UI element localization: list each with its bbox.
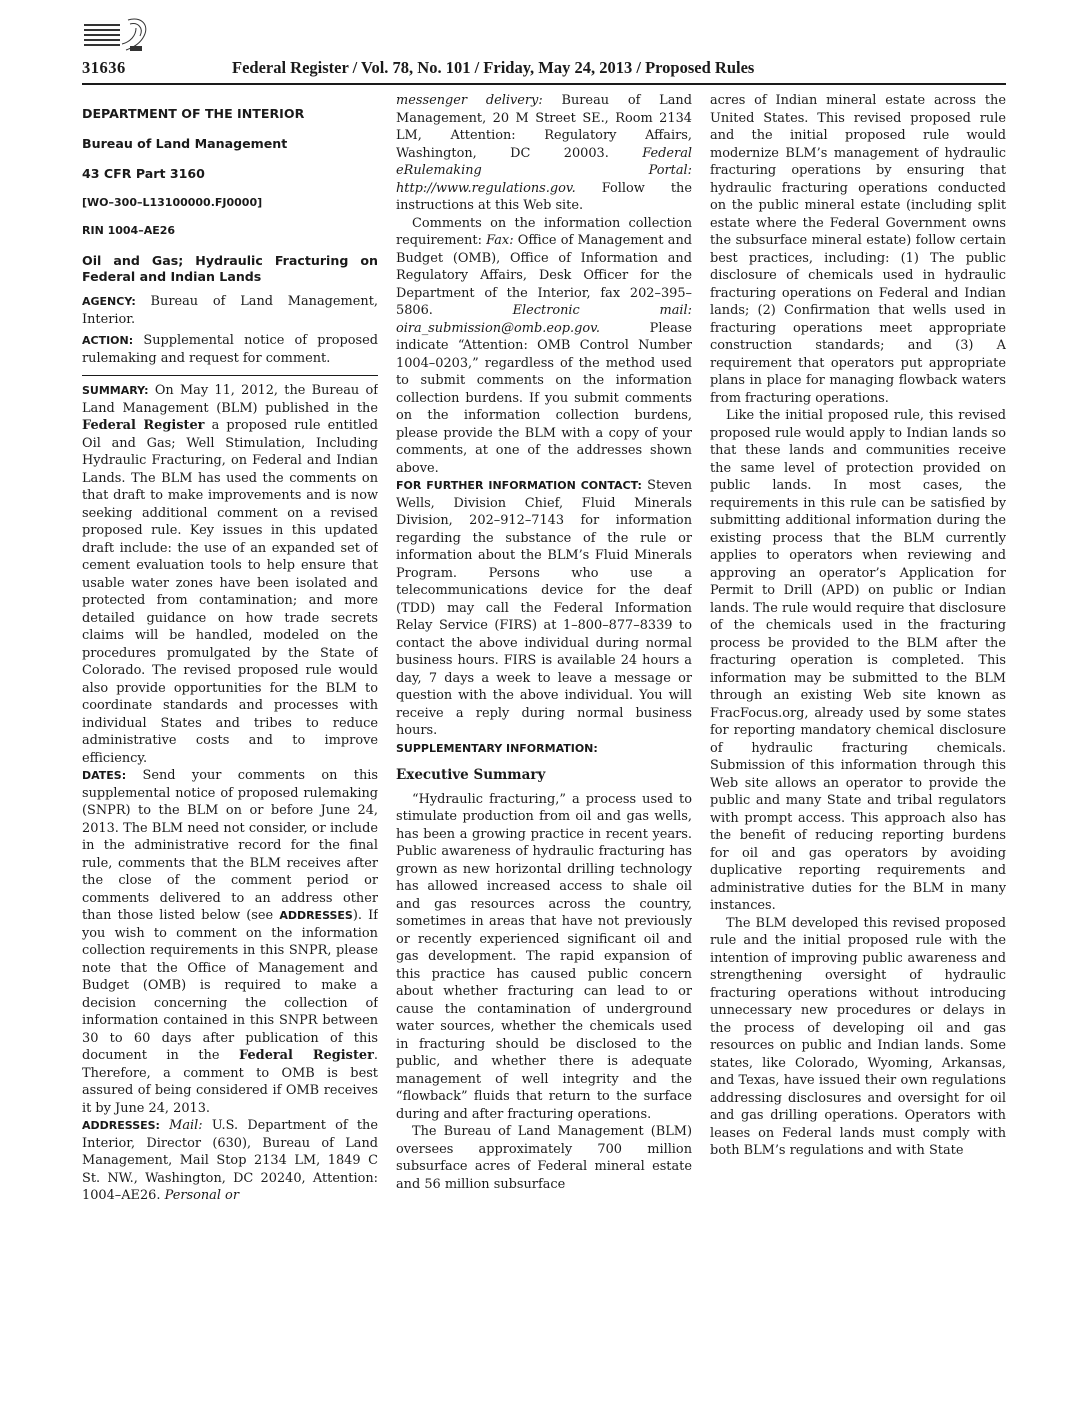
addresses-text: U.S. Department of the Interior, Director (630), Bureau of Land Management, Mail Stop 2134 LM, 1849 C St. NW., Washington, DC 20240, Attention: 1004–AE26.: [82, 1118, 378, 1203]
further-para: [396, 477, 692, 740]
action-text: Supplemental notice of proposed rulemaking and request for comment.: [82, 333, 378, 366]
comments-para: [396, 215, 692, 478]
exec-para-2: The Bureau of Land Management (BLM) oversees approximately 700 million subsurface acres of Federal mineral estate and 56 million subsurface: [396, 1124, 692, 1192]
summary-fr: Federal Register: [82, 418, 205, 433]
dates-label: DATES:: [82, 769, 127, 782]
further-text: Steven Wells, Division Chief, Fluid Minerals Division, 202–912–7143 for information regarding the substance of the rule or information about the BLM’s Fluid Minerals Program. Persons who use a telecommunications device for the deaf (TDD) may call the Federal Information Relay Service (FIRS) at 1–800–877–8339 to contact the above individual during normal business hours. FIRS is available 24 hours a day, 7 days a week to leave a message or question with the above individual. You will receive a reply during normal business hours.: [396, 478, 692, 738]
dates-text-2: ). If you wish to comment on the information collection requirements in this SNPR, please note that the Office of Management and Budget (OMB) is required to make a decision concerning the collection of information contained in this SNPR between 30 to 60 days after publication of this document in the: [82, 908, 378, 1063]
dates-addresses-ref: ADDRESSES: [279, 909, 353, 922]
rule-subject: Oil and Gas; Hydraulic Fracturing on Federal and Indian Lands: [82, 253, 378, 284]
addresses-para: [82, 1117, 378, 1205]
agency-label: AGENCY:: [82, 295, 136, 308]
docket-number: [WO–300–L13100000.FJ0000]: [82, 196, 263, 209]
comments-text-1: Comments on the information collection requirement:: [396, 215, 692, 248]
section-rule: [82, 375, 378, 376]
action-para: [82, 332, 378, 367]
summary-text-1: On May 11, 2012, the Bureau of Land Management (BLM) published in the: [82, 383, 378, 416]
messenger-para: [396, 92, 692, 215]
col3-para-2: Like the initial proposed rule, this revised proposed rule would apply to Indian lands so that these lands and communities receive the same level of protection provided on public lands. In most cases, the requirements in this rule can be satisfied by submitting additional information during the existing process that the BLM currently applies to operators when reviewing and approving an operator’s Application for Permit to Drill (APD) on public or Indian lands. The rule would require that disclosure of the chemicals used in the fracturing process be provided to the BLM after the fracturing operation is completed. This information may be submitted to the BLM through an existing Web site known as FracFocus.org, already used by some states for reporting mandatory chemical disclosure of hydraulic fracturing chemicals. Submission of this information through this Web site allows an operator to provide the public and many State and tribal regulators with prompt access. This approach also has the benefit of reducing reporting burdens for oil and gas operators by avoiding duplicative reporting requirements and administrative duties for the BLM in many instances.: [710, 408, 1006, 913]
page-number: 31636: [82, 58, 126, 77]
dates-fr: Federal Register: [239, 1048, 374, 1063]
rin-number: RIN 1004–AE26: [82, 223, 176, 237]
action-label: ACTION:: [82, 334, 134, 347]
column-1: [82, 92, 378, 1324]
col3-para-3: The BLM developed this revised proposed rule and the initial proposed rule with the intention of improving public awareness and strengthening oversight of hydraulic fracturing operations without introducing unnecessary new procedures or delays in the process of developing oil and gas resources on public and Indian lands. Some states, like Colorado, Wyoming, Arkansas, and Texas, have issued their own regulations addressing disclosures and oversight for oil and gas drilling operations. Operators with leases on Federal lands must comply with both BLM’s regulations and with State: [710, 915, 1006, 1158]
department-heading: DEPARTMENT OF THE INTERIOR: [82, 106, 305, 121]
addresses-mail: Mail:: [169, 1118, 203, 1133]
summary-para: [82, 382, 378, 767]
header-rule: [82, 83, 1006, 85]
messenger-label: messenger delivery:: [396, 93, 543, 108]
bureau-heading: Bureau of Land Management: [82, 136, 288, 151]
cfr-heading: 43 CFR Part 3160: [82, 166, 205, 181]
col3-para-1: acres of Indian mineral estate across the United States. This revised proposed rule and the initial proposed rule would modernize BLM’s management of hydraulic fracturing operations by ensuring that hydraulic fracturing operations conducted on the public mineral estate (including split estate where the Federal Government owns the subsurface mineral estate) follow certain best practices, including: (1) The public disclosure of chemicals used in hydraulic fracturing operations on Federal and Indian lands; (2) Confirmation that wells used in fracturing operations meet appropriate construction standards; and (3) A requirement that operators put appropriate plans in place for managing flowback waters from fracturing operations.: [710, 93, 1006, 406]
gpo-eagle-icon: [82, 14, 152, 56]
column-2: [396, 92, 692, 1324]
messenger-text: Bureau of Land Management, 20 M Street SE., Room 2134 LM, Attention: Regulatory Affairs, Washington, DC 20003.: [396, 93, 692, 161]
fax-label: Fax:: [486, 233, 514, 248]
addresses-label: ADDRESSES:: [82, 1119, 160, 1132]
portal-link[interactable]: Federal eRulemaking Portal: http://www.regulations.gov.: [396, 145, 692, 196]
agency-para: [82, 293, 378, 328]
further-label: FOR FURTHER INFORMATION CONTACT:: [396, 479, 642, 492]
email-link[interactable]: Electronic mail: oira_submission@omb.eop.gov.: [396, 303, 692, 336]
comments-text-3: Please indicate “Attention: OMB Control Number 1004–0203,” regardless of the method used to submit comments on the information collection burdens. If you submit comments on the information collection burdens, please provide the BLM with a copy of your comments, at one of the addresses shown above.: [396, 320, 692, 476]
agency-text: Bureau of Land Management, Interior.: [82, 294, 378, 327]
addresses-personal: Personal or: [164, 1188, 239, 1203]
comments-text-2: Office of Management and Budget (OMB), Office of Information and Regulatory Affairs, Desk Officer for the Department of the Interior, fax 202–395–5806.: [396, 233, 692, 318]
dates-para: [82, 767, 378, 1117]
header-title: Federal Register / Vol. 78, No. 101 / Friday, May 24, 2013 / Proposed Rules: [232, 58, 755, 77]
summary-label: SUMMARY:: [82, 384, 149, 397]
column-3: [710, 92, 1006, 1324]
exec-summary-heading: Executive Summary: [396, 767, 546, 783]
summary-text-2: a proposed rule entitled Oil and Gas; Well Stimulation, Including Hydraulic Fracturing, on Federal and Indian Lands. The BLM has used the comments on that draft to make improvements and is now seeking additional comment on a revised proposed rule. Key issues in this updated draft include: the use of an expanded set of cement evaluation tools to help ensure that usable water zones have been isolated and protected from contamination; and more detailed guidance on how trade secrets claims will be handled, modeled on the procedures promulgated by the State of Colorado. The revised proposed rule would also provide opportunities for the BLM to coordinate standards and processes with individual States and tribes to reduce administrative costs and to improve efficiency.: [82, 418, 378, 766]
supplementary-label: SUPPLEMENTARY INFORMATION:: [396, 741, 598, 755]
dates-text-1: Send your comments on this supplemental notice of proposed rulemaking (SNPR) to the BLM on or before June 24, 2013. The BLM need not consider, or include in the administrative record for the final rule, comments that the BLM receives after the close of the comment period or comments delivered to an address other than those listed below (see: [82, 768, 378, 923]
exec-para-1: “Hydraulic fracturing,” a process used to stimulate production from oil and gas wells, has been a growing practice in recent years. Public awareness of hydraulic fracturing has grown as new horizontal drilling technology has allowed increased access to shale oil and gas resources across the country, sometimes in areas that have not previously or recently experienced significant oil and gas development. The rapid expansion of this practice has caused public concern about whether fracturing can lead to or cause the contamination of underground water sources, whether the chemicals used in fracturing should be disclosed to the public, and whether there is adequate management of well integrity and the “flowback” fluids that return to the surface during and after fracturing operations.: [396, 791, 692, 1122]
portal-text: Follow the instructions at this Web site.: [396, 180, 692, 213]
dates-text-3: . Therefore, a comment to OMB is best assured of being considered if OMB receives it by June 24, 2013.: [82, 1048, 378, 1116]
supplementary-para: [396, 740, 692, 758]
